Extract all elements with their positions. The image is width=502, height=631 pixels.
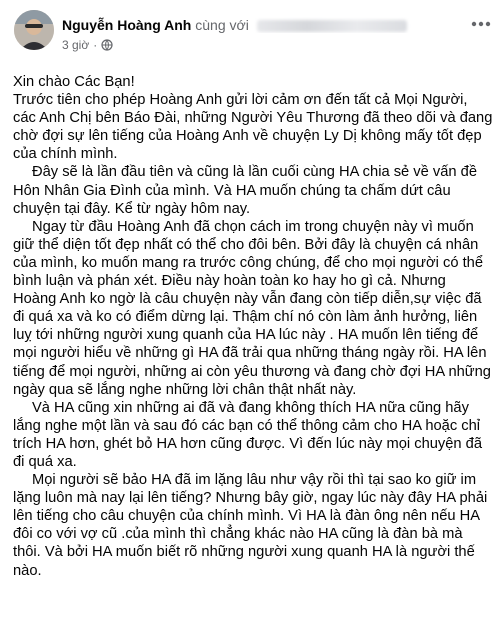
greeting-line: Xin chào Các Bạn! (13, 74, 135, 90)
avatar[interactable] (14, 10, 54, 50)
author-line (62, 17, 442, 33)
post-header (14, 10, 494, 70)
with-text: cùng với (195, 17, 249, 33)
post-paragraph-1 (13, 73, 493, 163)
tagged-user-blurred (257, 20, 407, 32)
post-paragraph-4: Và HA cũng xin những ai đã và đang không thích HA nữa cũng hãy lắng nghe một lần và sau đó các bạn có thể thông cảm cho HA hoặc chỉ trích HA hơn, ghét bỏ HA hơn cũng được. Vì đến lúc này mọi chuyện đã đi quá xa. (13, 399, 483, 470)
post-meta: 3 giờ · (62, 38, 113, 52)
post-body (13, 73, 493, 580)
post-paragraph-2: Đây sẽ là lần đầu tiên và cũng là lần cuối cùng HA chia sẻ về vấn đề Hôn Nhân Gia Đình của mình. Và HA muốn chúng ta chấm dứt câu chuyện tại đây. Kể từ ngày hôm nay. (13, 164, 477, 217)
globe-icon (101, 39, 113, 51)
post-paragraph-5: Mọi người sẽ bảo HA đã im lặng lâu như vậy rồi thì tại sao ko giữ im lặng luôn mà nay lại lên tiếng? Nhưng bây giờ, ngay lúc này đây HA phải lên tiếng cho câu chuyện của chính mình. Vì HA là đàn ông nên nếu HA đôi co với vợ cũ .của mình thì chẳng khác nào HA cũng là đàn bà mà thôi. Và bởi HA muốn biết rõ những người xung quanh HA là người thế nào. (13, 472, 488, 579)
more-options-button[interactable] (468, 10, 494, 36)
author-name[interactable]: Nguyễn Hoàng Anh (62, 17, 192, 33)
more-options-icon (471, 14, 491, 32)
post-paragraph-3: Ngay từ đầu Hoàng Anh đã chọn cách im trong chuyện này vì muốn giữ thể diện tốt đẹp nhất có thể cho đôi bên. Bởi đây là chuyện cá nhân của mình, ko muốn mang ra trước công chúng, để cho mọi người có thể bình luận và phán xét. Điều này hoàn toàn ko hay ho gì cả. Nhưng Hoàng Anh ko ngờ là câu chuyện này vẫn đang còn tiếp diễn,sự việc đã đi quá xa và ko có điểm dừng lại. Thậm chí nó còn làm ảnh hưởng, liên luỵ tới những người xung quanh của HA lúc này . HA muốn lên tiếng để mọi người hiểu về những gì HA đã trải qua những tháng ngày rồi. HA lên tiếng để mọi người, những ai còn yêu thương và đang chờ đợi HA những ngày qua sẽ lắng nghe những lời chân thật nhất này. (13, 218, 491, 398)
intro-text: Trước tiên cho phép Hoàng Anh gửi lời cảm ơn đến tất cả Mọi Người, các Anh Chị bên Báo Đài, những Người Yêu Thương đã theo dõi và đang chờ đợi sự lên tiếng của Hoàng Anh về chuyện Ly Dị không mấy tốt đẹp của chính mình. (13, 92, 493, 163)
post-time[interactable]: 3 giờ (62, 38, 90, 52)
